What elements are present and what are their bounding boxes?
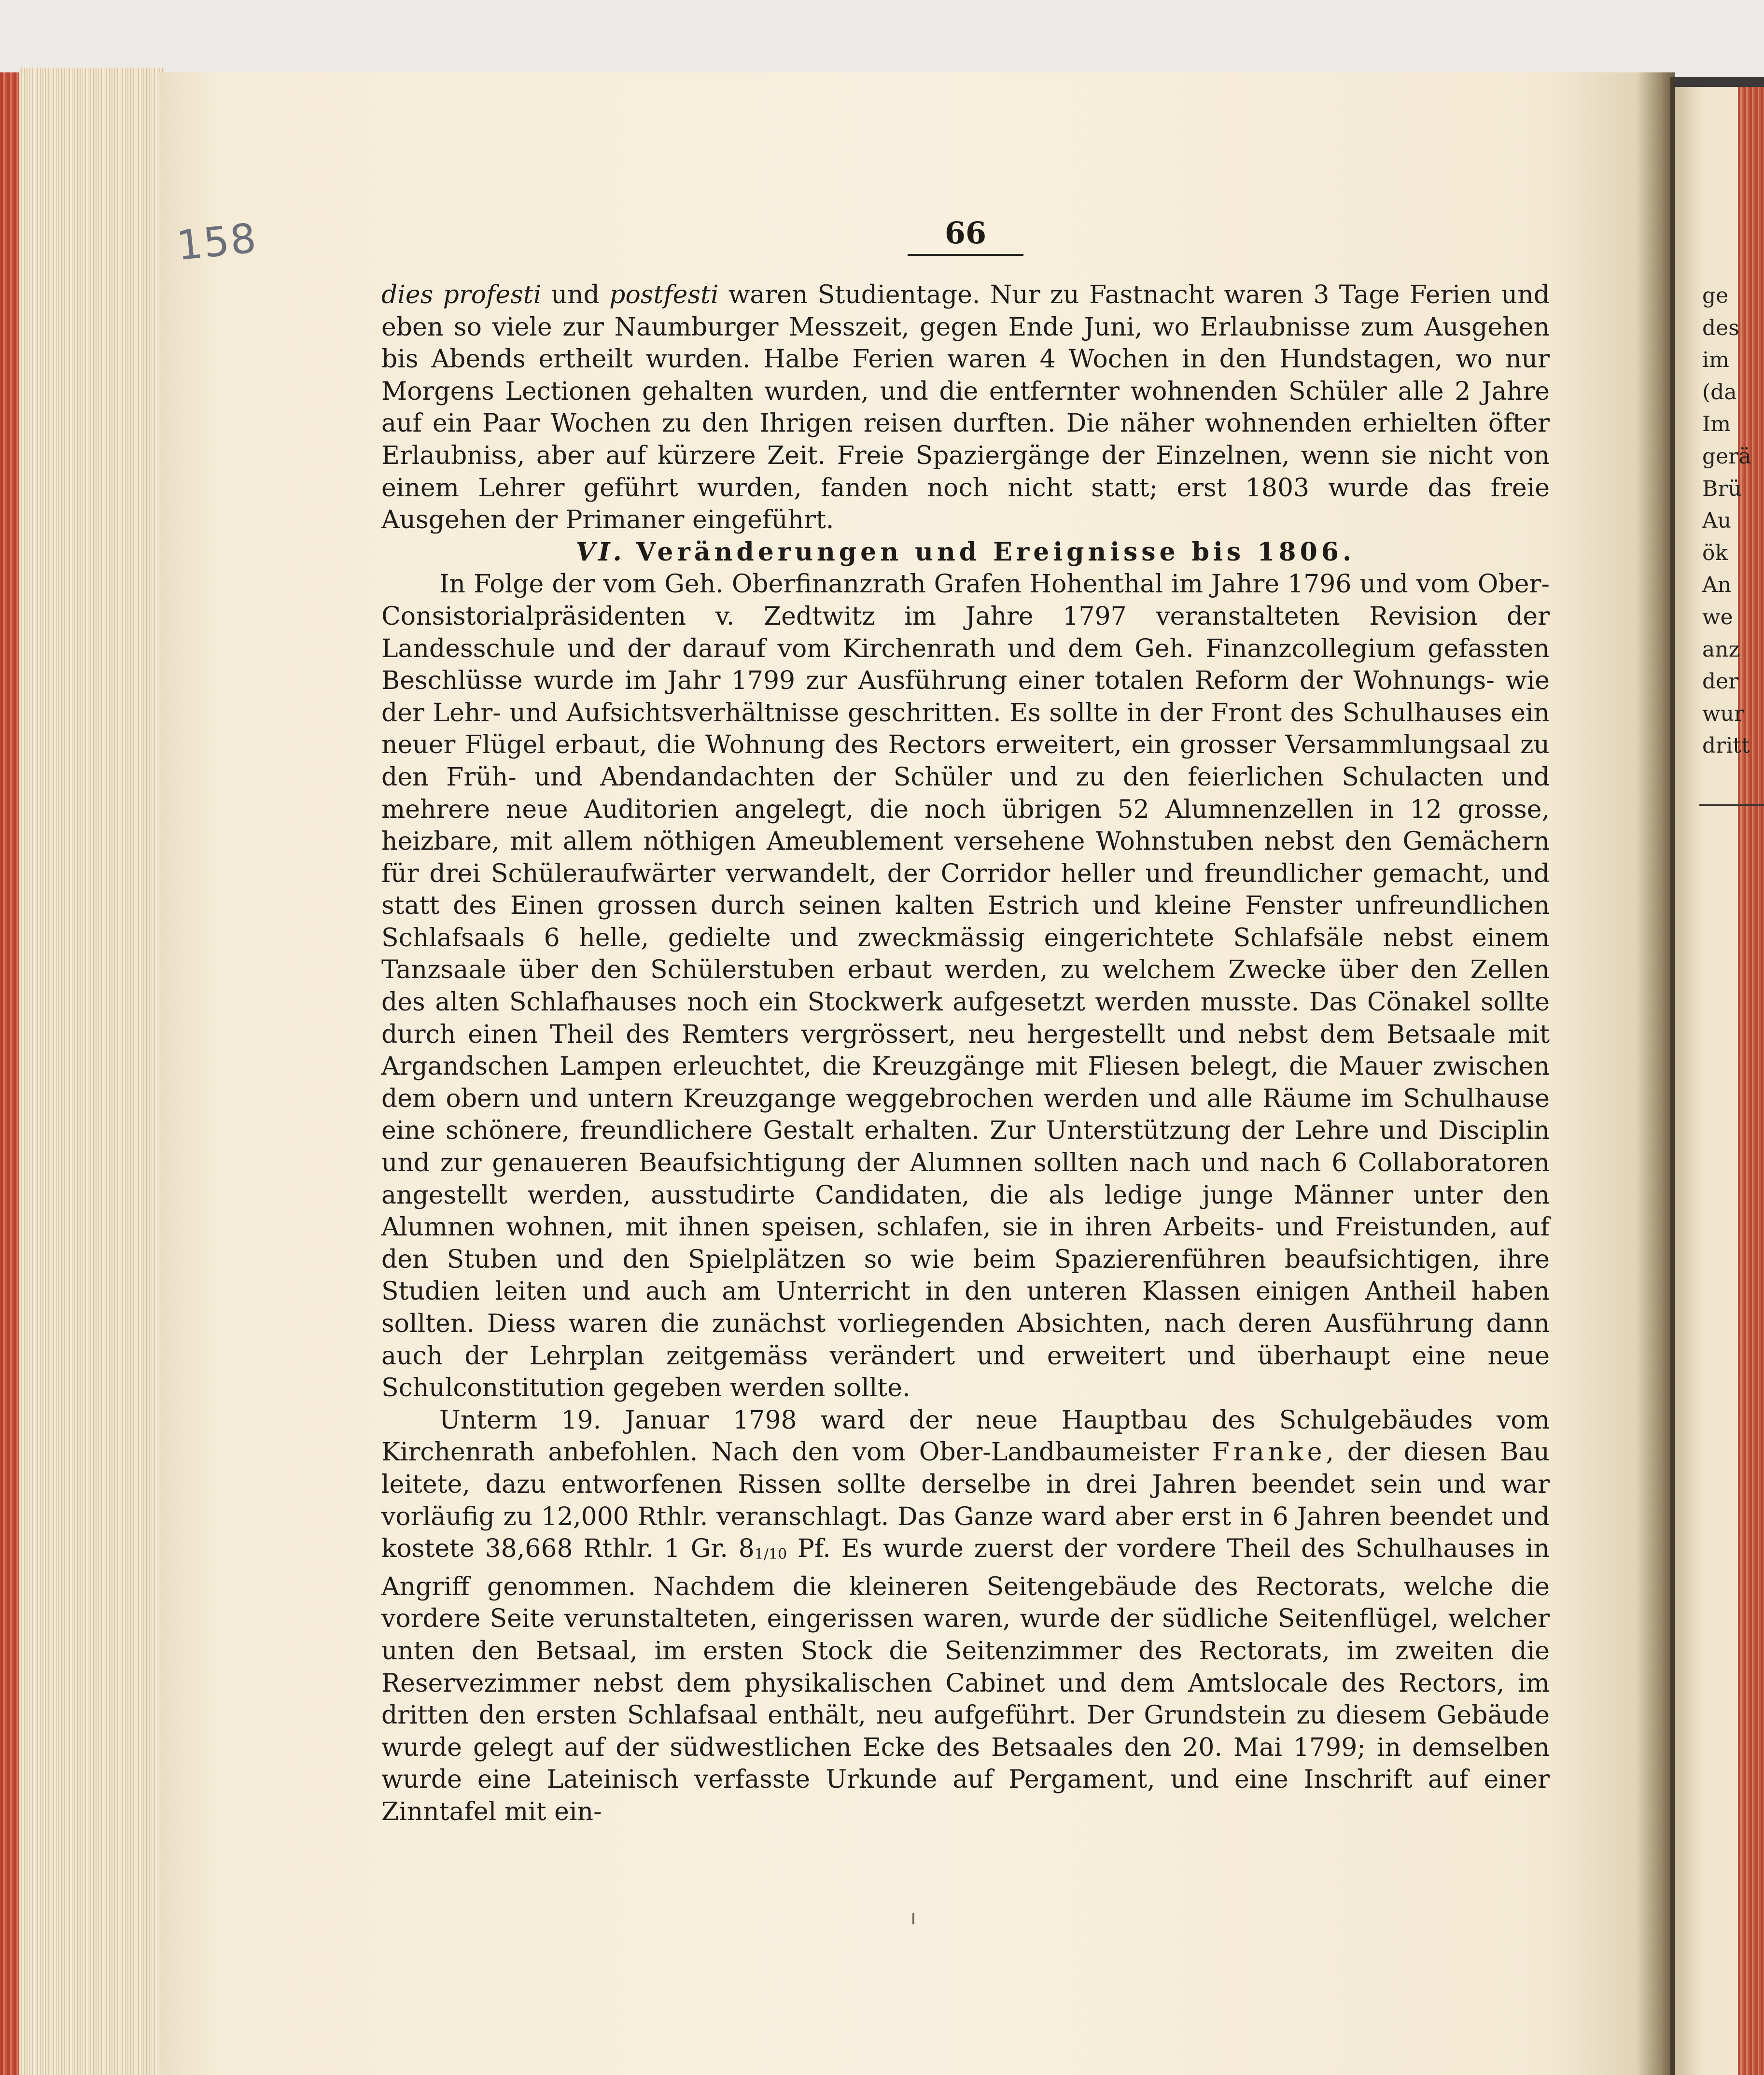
facing-page-line: we [1702, 604, 1733, 630]
handwritten-folio-number: 158 [174, 214, 260, 270]
text-segment: In Folge der vom Geh. Oberfinanzrath Grafen Hohenthal im Jahre 1796 und vom Ober-Consistorialpräsidenten v. Zedtwitz im Jahre 1797 veranstalteten Revision der Landesschule und der darauf vom Kirchenrath und dem Geh. Finanzcollegium gefassten Beschlüsse wurde im Jahr 1799 zur Ausführung einer totalen Reform der Wohnungs- wie der Lehr- und Aufsichtsverhältnisse geschritten. Es sollte in der Front des Schulhauses ein neuer Flügel erbaut, die Wohnung des Rectors erweitert, ein grosser Versammlungsaal zu den Früh- und Abendandachten der Schüler und zu den feierlichen Schulacten und mehrere neue Auditorien angelegt, die noch übrigen 52 Alumnenzellen in 12 grosse, heizbare, mit allem nöthigen Ameublement versehene Wohnstuben nebst den Gemächern für drei Schüleraufwärter verwandelt, der Corridor heller und freundlicher gemacht, und statt des Einen grossen durch seinen kalten Estrich und kleine Fenster unfreundlichen Schlafsaals 6 helle, gedielte und zweckmässig eingerichtete Schlafsäle nebst einem Tanzsaale über den Schülerstuben erbaut werden, zu welchem Zwecke über den Zellen des alten Schlafhauses noch ein Stockwerk aufgesetzt werden musste. Das Cönakel sollte durch einen Theil des Remters vergrössert, neu hergestellt und nebst dem Betsaale mit Argandschen Lampen erleuchtet, die Kreuzgänge mit Fliesen belegt, die Mauer zwischen dem obern und untern Kreuzgange weggebrochen werden und alle Räume im Schulhause eine schönere, freundlichere Gestalt erhalten. Zur Unterstützung der Lehre und Disciplin und zur genaueren Beaufsichtigung der Alumnen sollten nach und nach 6 Collaboratoren angestellt werden, ausstudirte Candidaten, die als ledige junge Männer unter den Alumnen wohnen, mit ihnen speisen, schlafen, sie in ihren Arbeits- und Freistunden, auf den Stuben und den Spielplätzen so wie beim Spazierenführen beaufsichtigen, ihre Studien leiten und auch am Unterricht in den unteren Klassen einigen Antheil haben sollten. Diess waren die zunächst vorliegenden Absichten, nach deren Ausführung dann auch der Lehrplan zeitgemäss verändert und erweitert und überhaupt eine neue Schulconstitution gegeben werden sollte. [381, 570, 1550, 1403]
body-text [381, 279, 1550, 1828]
left-page-edge-red [0, 72, 19, 2075]
text-segment: Franke [1212, 1438, 1326, 1467]
facing-page-line: ök [1702, 540, 1728, 565]
text-segment: VI. [575, 537, 625, 567]
facing-page-line: des [1702, 315, 1739, 340]
scanner-background [0, 0, 1764, 77]
paragraph [381, 1404, 1550, 1828]
page-mark [912, 1913, 914, 1924]
text-segment: postfesti [609, 280, 719, 309]
facing-page-line: Au [1702, 508, 1732, 533]
paragraph [381, 568, 1550, 1404]
book-gutter-shadow [1637, 72, 1675, 2075]
text-segment: , der diesen Bau leitete, dazu entworfenen Rissen sollte derselbe in drei Jahren beendet sein und war vorläufig zu 12,000 Rthlr. veranschlagt. Das Ganze ward aber erst in 6 Jahren beendet und kostete 38,668 Rthlr. 1 Gr. 8 [381, 1438, 1550, 1564]
facing-page-rule [1699, 804, 1764, 806]
page-number: 66 [944, 215, 987, 251]
facing-page-line: der [1702, 669, 1739, 694]
facing-page-line: Brü [1702, 476, 1742, 501]
text-segment: waren Studientage. Nur zu Fastnacht waren 3 Tage Ferien und eben so viele zur Naumburger Messzeit, gegen Ende Juni, wo Erlaubnisse zum Ausgehen bis Abends ertheilt wurden. Halbe Ferien waren 4 Wochen in den Hundstagen, wo nur Morgens Lectionen gehalten wurden, und die entfernter wohnenden Schüler alle 2 Jahre auf ein Paar Wochen zu den Ihrigen reisen durften. Die näher wohnenden erhielten öfter Erlaubniss, aber auf kürzere Zeit. Freie Spaziergänge der Einzelnen, wenn sie nicht von einem Lehrer geführt wurden, fanden noch nicht statt; erst 1803 wurde das freie Ausgehen der Primaner eingeführt. [381, 280, 1550, 535]
facing-page-line: dritt [1702, 733, 1750, 758]
facing-page-line: An [1702, 573, 1732, 598]
facing-page-line: ge [1702, 283, 1729, 308]
facing-page-line: Im [1702, 412, 1731, 437]
text-segment: Veränderungen und Ereignisse bis 1806. [636, 537, 1356, 567]
text-segment: und [541, 280, 610, 309]
text-segment: dies profesti [381, 280, 542, 309]
facing-page-line: wur [1702, 701, 1745, 726]
facing-page-line: (da [1702, 379, 1737, 405]
paragraph [381, 279, 1550, 536]
text-segment: Pf. Es wurde zuerst der vordere Theil des Schulhauses in Angriff genommen. Nachdem die kleineren Seitengebäude des Rectorats, welche die vordere Seite verunstalteten, eingerissen waren, wurde der südliche Seitenflügel, welcher unten den Betsaal, im ersten Stock die Seitenzimmer des Rectorats, im zweiten die Reservezimmer nebst dem physikalischen Cabinet und dem Amtslocale des Rectors, im dritten den ersten Schlafsaal enthält, neu aufgeführt. Der Grundstein zu diesem Gebäude wurde gelegt auf der südwestlichen Ecke des Betsaales den 20. Mai 1799; in demselben wurde eine Lateinisch verfasste Urkunde auf Pergament, und eine Inschrift auf einer Zinntafel mit ein- [381, 1534, 1550, 1826]
facing-page-text-fragments [1702, 280, 1755, 762]
section-heading [381, 536, 1550, 569]
facing-page-line: anz [1702, 637, 1740, 662]
text-segment: Unterm 19. Januar 1798 ward der neue Hauptbau des Schulgebäudes vom Kirchenrath anbefohlen. Nach den vom Ober-Landbaumeister [381, 1405, 1550, 1467]
page-number-rule [908, 254, 1023, 256]
text-segment [625, 537, 636, 567]
facing-page-line: gerä [1702, 444, 1751, 469]
facing-page-line: im [1702, 348, 1729, 373]
text-segment: 1/10 [754, 1546, 787, 1563]
left-page-stack [19, 68, 164, 2075]
